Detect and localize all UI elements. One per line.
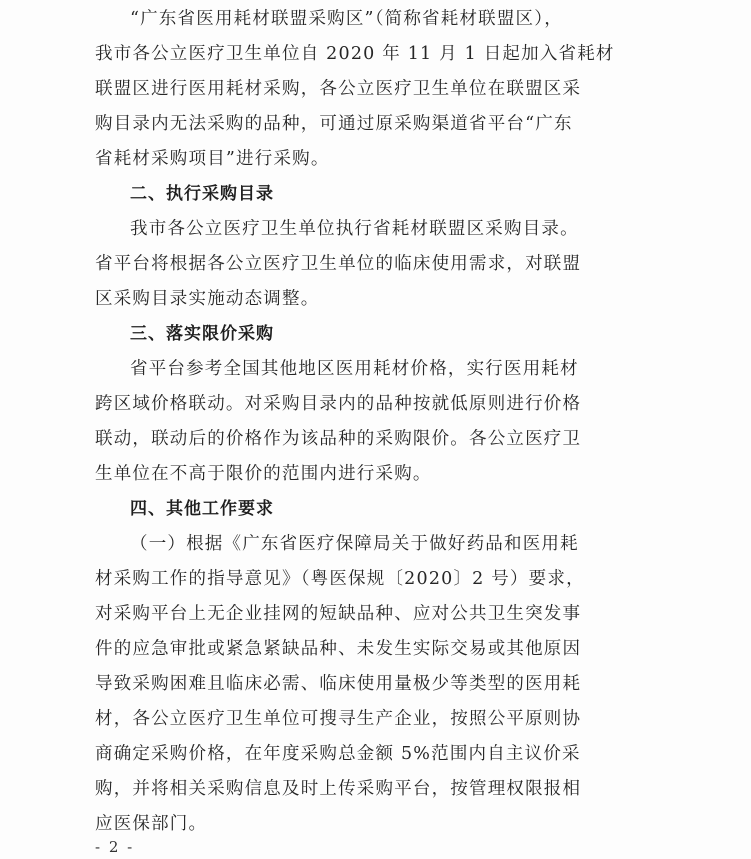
- document-body: [95, 0, 615, 842]
- section-heading-catalog: 二、执行采购目录: [130, 184, 274, 204]
- paragraph-catalog: [95, 212, 595, 317]
- paragraph-price-limit: [95, 352, 595, 492]
- text-line: 材，各公立医疗卫生单位可搜寻生产企业，按照公平原则协: [95, 709, 582, 729]
- text-line: 省平台将根据各公立医疗卫生单位的临床使用需求，对联盟: [95, 254, 582, 274]
- text-line: 联动，联动后的价格作为该品种的采购限价。各公立医疗卫: [95, 429, 582, 449]
- paragraph-other-requirements: [95, 527, 595, 842]
- text-line: 跨区域价格联动。对采购目录内的品种按就低原则进行价格: [95, 394, 582, 414]
- text-line: 材采购工作的指导意见》（粤医保规〔2020〕2 号）要求，: [95, 569, 585, 589]
- text-line: 省平台参考全国其他地区医用耗材价格，实行医用耗材: [130, 359, 579, 379]
- text-line: 件的应急审批或紧急紧缺品种、未发生实际交易或其他原因: [95, 639, 582, 659]
- page-number: - 2 -: [95, 838, 135, 856]
- text-line: 购目录内无法采购的品种，可通过原采购渠道省平台“广东: [95, 114, 573, 134]
- text-line: （一）根据《广东省医疗保障局关于做好药品和医用耗: [130, 534, 579, 554]
- text-line: 生单位在不高于限价的范围内进行采购。: [95, 464, 432, 484]
- section-heading-other-requirements: 四、其他工作要求: [130, 499, 274, 519]
- text-line: 省耗材采购项目”进行采购。: [95, 149, 330, 169]
- text-line: 商确定采购价格，在年度采购总金额 5%范围内自主议价采: [95, 744, 581, 764]
- text-line: “广东省医用耗材联盟采购区”（简称省耗材联盟区），: [130, 9, 563, 29]
- section-heading-price-limit: 三、落实限价采购: [130, 324, 274, 344]
- paragraph-alliance-intro: [95, 2, 615, 177]
- text-line: 导致采购困难且临床必需、临床使用量极少等类型的医用耗: [95, 674, 582, 694]
- text-line: 对采购平台上无企业挂网的短缺品种、应对公共卫生突发事: [95, 604, 582, 624]
- text-line: 我市各公立医疗卫生单位执行省耗材联盟区采购目录。: [130, 219, 579, 239]
- text-line: 购，并将相关采购信息及时上传采购平台，按管理权限报相: [95, 779, 582, 799]
- text-line: 应医保部门。: [95, 814, 208, 834]
- text-line: 我市各公立医疗卫生单位自 2020 年 11 月 1 日起加入省耗材: [95, 44, 615, 64]
- text-line: 联盟区进行医用耗材采购，各公立医疗卫生单位在联盟区采: [95, 79, 582, 99]
- text-line: 区采购目录实施动态调整。: [95, 289, 320, 309]
